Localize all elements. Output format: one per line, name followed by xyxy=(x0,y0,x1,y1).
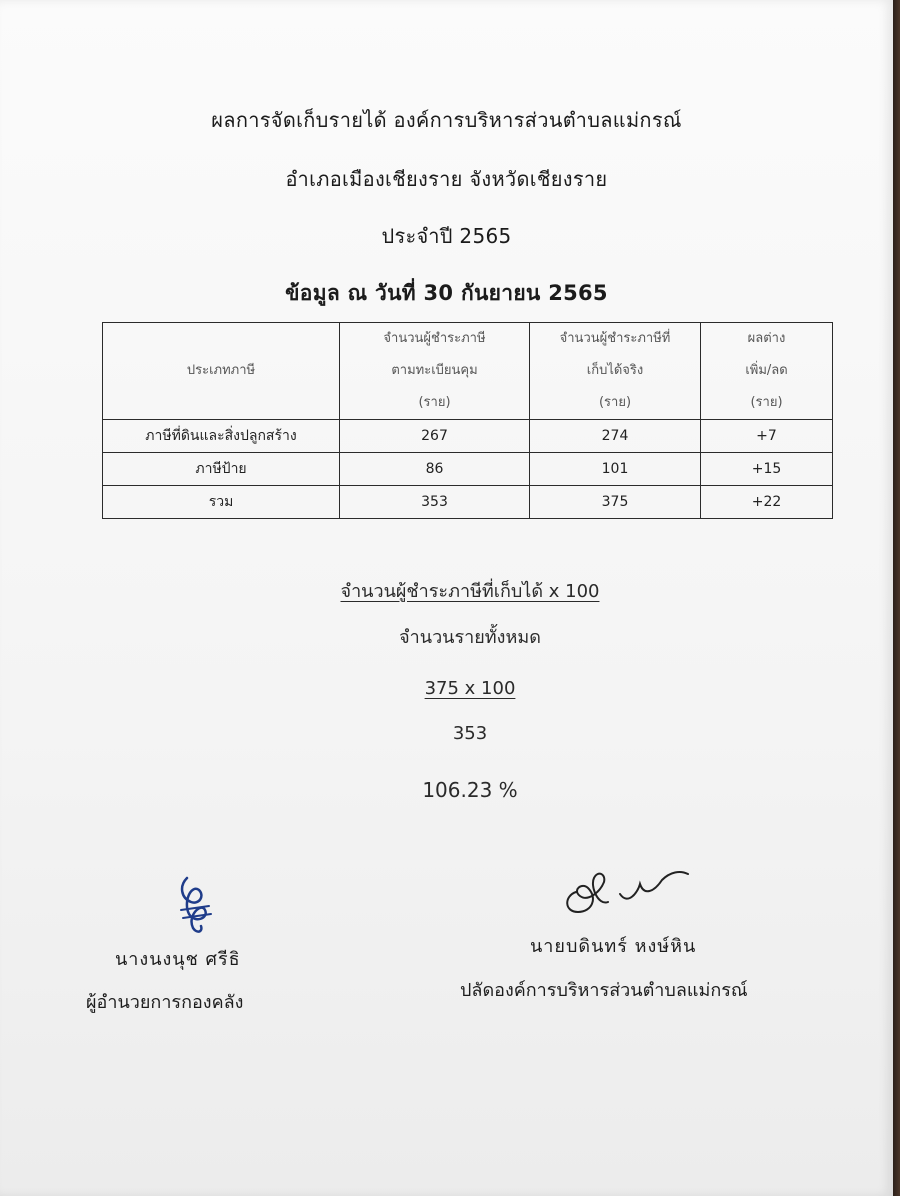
report-district: อำเภอเมืองเชียงราย จังหวัดเชียงราย xyxy=(285,167,608,191)
calc-result: 106.23 % xyxy=(422,778,518,802)
formula-denominator: จำนวนรายทั้งหมด xyxy=(399,627,541,648)
report-date: ข้อมูล ณ วันที่ 30 กันยายน 2565 xyxy=(285,281,608,305)
header-difference xyxy=(701,323,833,420)
header-line: ประเภทภาษี xyxy=(186,363,256,378)
header-line: ผลต่าง xyxy=(747,331,786,346)
report-title: ผลการจัดเก็บรายได้ องค์การบริหารส่วนตำบลแม่กรณ์ xyxy=(211,108,682,132)
cell-collected: 101 xyxy=(530,453,701,486)
signer-right-name: นายบดินทร์ หงษ์หิน xyxy=(530,936,697,957)
table-row xyxy=(103,420,833,453)
header-line: เพิ่ม/ลด xyxy=(745,363,788,378)
report-year: ประจำปี 2565 xyxy=(381,224,512,248)
calc-numerator: 375 x 100 xyxy=(424,678,516,699)
cell-registered: 353 xyxy=(340,486,530,519)
cell-collected: 274 xyxy=(530,420,701,453)
signer-left-title: ผู้อำนวยการกองคลัง xyxy=(86,992,244,1013)
signature-left-mark xyxy=(165,872,225,942)
header-line: (ราย) xyxy=(418,395,451,410)
desk-edge xyxy=(893,0,900,1196)
cell-collected: 375 xyxy=(530,486,701,519)
cell-registered: 86 xyxy=(340,453,530,486)
formula-numerator: จำนวนผู้ชำระภาษีที่เก็บได้ x 100 xyxy=(340,581,600,602)
table-header-row xyxy=(103,323,833,420)
signature-right-mark xyxy=(558,862,693,922)
header-line: จำนวนผู้ชำระภาษีที่ xyxy=(559,331,671,346)
header-line: ตามทะเบียนคุม xyxy=(391,363,478,378)
tax-collection-table xyxy=(102,322,833,519)
cell-tax-type: ภาษีป้าย xyxy=(103,453,340,486)
cell-difference: +15 xyxy=(701,453,833,486)
header-line: (ราย) xyxy=(750,395,783,410)
cell-difference: +7 xyxy=(701,420,833,453)
header-line: จำนวนผู้ชำระภาษี xyxy=(383,331,486,346)
calc-denominator: 353 xyxy=(452,723,488,744)
header-line: (ราย) xyxy=(598,395,632,410)
header-line: เก็บได้จริง xyxy=(586,363,644,378)
signer-right-title: ปลัดองค์การบริหารส่วนตำบลแม่กรณ์ xyxy=(460,980,748,1001)
header-registered xyxy=(340,323,530,420)
cell-registered: 267 xyxy=(340,420,530,453)
cell-difference: +22 xyxy=(701,486,833,519)
cell-tax-type: รวม xyxy=(103,486,340,519)
table-row xyxy=(103,453,833,486)
cell-tax-type: ภาษีที่ดินและสิ่งปลูกสร้าง xyxy=(103,420,340,453)
header-collected xyxy=(530,323,701,420)
header-tax-type xyxy=(103,323,340,420)
table-row-total xyxy=(103,486,833,519)
signer-left-name: นางนงนุช ศรีธิ xyxy=(115,949,241,970)
